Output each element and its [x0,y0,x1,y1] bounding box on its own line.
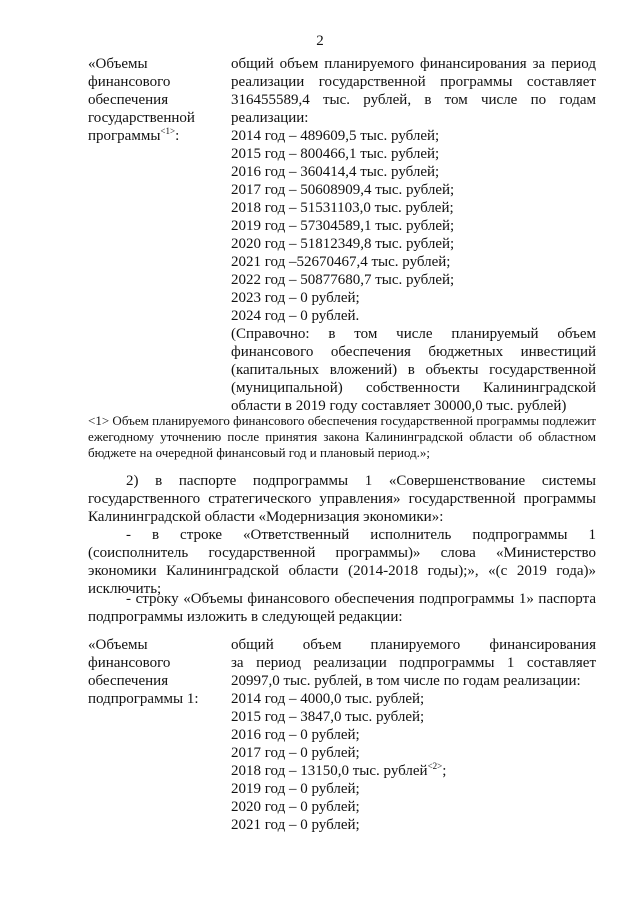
program-funding-text [231,55,596,415]
subprogram-funding-text [231,636,596,834]
program-funding-block [88,55,596,415]
label-line: «Объемы [88,637,148,653]
year-line: 2015 год – 800466,1 тыс. рублей; [231,146,440,162]
year-line: 2016 год – 0 рублей; [231,727,360,743]
year-line: 2021 год –52670467,4 тыс. рублей; [231,254,451,270]
footnote-ref: <2> [427,761,443,771]
year-line: 2018 год – 13150,0 тыс. рублей$^{<2>}$; [231,761,447,779]
footnote: <1> Объем планируемого финансового обеспечения государственной программы подлежит ежегодному уточнению после принятия закона Калининградской области об областном бюджете на очередной финансовый год и плановый период.»; [88,413,596,460]
intro-line: общий объем планируемого финансирования за период [231,56,596,72]
note-line: (Справочно: в том числе планируемый объем [231,326,596,342]
year-line: 2019 год – 0 рублей; [231,781,360,797]
label-line: государственной [88,110,195,126]
page-number: 2 [316,33,324,49]
year-line: 2021 год – 0 рублей; [231,817,360,833]
footnote-ref: <1> [160,126,176,136]
year-line: 2019 год – 57304589,1 тыс. рублей; [231,218,455,234]
year-line: 2014 год – 489609,5 тыс. рублей; [231,128,440,144]
subprogram-funding-block [88,636,596,834]
year-line: 2024 год – 0 рублей. [231,308,360,324]
intro-line: 20997,0 тыс. рублей, в том числе по годам реализации: [231,673,581,689]
label-line: финансового [88,655,171,671]
year-line: 2017 год – 0 рублей; [231,745,360,761]
year-line: 2016 год – 360414,4 тыс. рублей; [231,164,440,180]
item2-bullet-responsible: - в строке «Ответственный исполнитель подпрограммы 1 (соисполнитель государственной программы)» слова «Министерство экономики Калининградской области (2014-2018 годы);», «(с 2019 года)» исключить; [88,527,596,597]
label-line: программы$^{<1>}$: [88,126,180,144]
intro-line: за период реализации подпрограммы 1 составляет [231,655,596,671]
subprogram-funding-label [88,636,231,834]
year-line: 2023 год – 0 рублей; [231,290,360,306]
label-line: обеспечения [88,92,169,108]
note-line: области в 2019 году составляет 30000,0 тыс. рублей) [231,398,567,414]
note-line: (капитальных вложений) в объекты государственной [231,362,596,378]
year-line: 2020 год – 0 рублей; [231,799,360,815]
year-line: 2015 год – 3847,0 тыс. рублей; [231,709,425,725]
label-line: подпрограммы 1: [88,691,199,707]
year-line: 2022 год – 50877680,7 тыс. рублей; [231,272,455,288]
year-line: 2020 год – 51812349,8 тыс. рублей; [231,236,455,252]
intro-line: 316455589,4 тыс. рублей, в том числе по годам [231,92,596,108]
note-line: финансового обеспечения бюджетных инвестиций [231,344,596,360]
note-line: (муниципальной) собственности Калининградской [231,380,596,396]
year-line: 2018 год – 51531103,0 тыс. рублей; [231,200,454,216]
label-line: «Объемы [88,56,148,72]
year-line: 2017 год – 50608909,4 тыс. рублей; [231,182,455,198]
item2-bullet-funding: - строку «Объемы финансового обеспечения подпрограммы 1» паспорта подпрограммы изложить в следующей редакции: [88,591,596,625]
item2-intro: 2) в паспорте подпрограммы 1 «Совершенствование системы государственного стратегического управления» государственной программы Калининградской области «Модернизация экономики»: [88,473,596,525]
label-line: обеспечения [88,673,169,689]
intro-line: реализации государственной программы составляет [231,74,596,90]
program-funding-label [88,55,231,415]
label-line: финансового [88,74,171,90]
intro-line: реализации: [231,110,309,126]
intro-line: общий объем планируемого финансирования [231,637,596,653]
year-line: 2014 год – 4000,0 тыс. рублей; [231,691,425,707]
